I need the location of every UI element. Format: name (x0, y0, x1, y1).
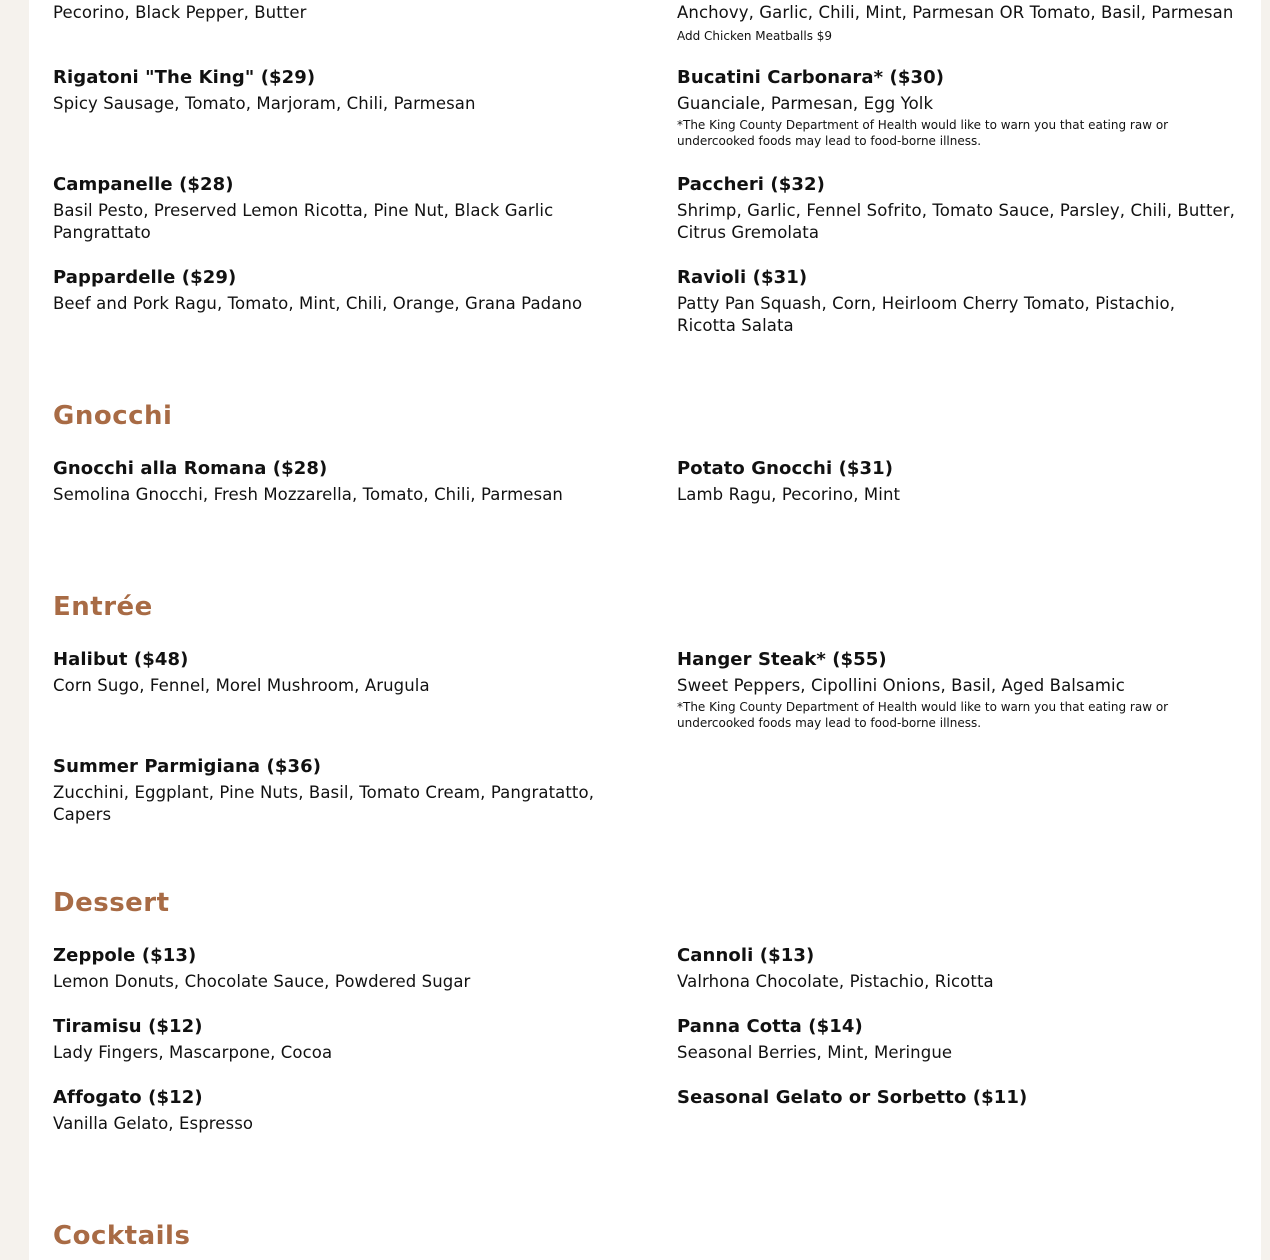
menu-item-title: Cannoli ($13) (677, 945, 815, 966)
menu-item-title: Campanelle ($28) (53, 174, 234, 195)
pasta-top-right-desc: Anchovy, Garlic, Chili, Mint, Parmesan OR Tomato, Basil, Parmesan (677, 3, 1234, 22)
menu-item-desc: Beef and Pork Ragu, Tomato, Mint, Chili, Orange, Grana Padano (53, 294, 583, 313)
menu-item-paccheri (677, 174, 1237, 244)
menu-item-desc: Lamb Ragu, Pecorino, Mint (677, 485, 901, 504)
menu-item-campanelle (53, 174, 613, 244)
menu-item-title: Hanger Steak* ($55) (677, 649, 887, 670)
health-warning-note: *The King County Department of Health would like to warn you that eating raw or undercooked foods may lead to food-borne illness. (677, 700, 1169, 730)
menu-item-affogato (53, 1087, 613, 1135)
menu-item-tiramisu (53, 1016, 613, 1064)
menu-item-gnocchi-romana (53, 458, 613, 506)
menu-item-desc: Lady Fingers, Mascarpone, Cocoa (53, 1043, 333, 1062)
section-heading-gnocchi: Gnocchi (53, 401, 173, 431)
menu-item-title: Bucatini Carbonara* ($30) (677, 67, 945, 88)
menu-item-title: Panna Cotta ($14) (677, 1016, 863, 1037)
menu-item-title: Rigatoni "The King" ($29) (53, 67, 316, 88)
menu-item-desc: Basil Pesto, Preserved Lemon Ricotta, Pine Nut, Black Garlic Pangrattato (53, 201, 554, 242)
menu-item-desc: Vanilla Gelato, Espresso (53, 1114, 254, 1133)
menu-item-desc: Zucchini, Eggplant, Pine Nuts, Basil, Tomato Cream, Pangratatto, Capers (53, 783, 595, 824)
menu-page (29, 0, 1261, 1260)
menu-item-title: Seasonal Gelato or Sorbetto ($11) (677, 1087, 1028, 1108)
menu-item-summer-parmigiana (53, 756, 613, 826)
menu-item-desc: Shrimp, Garlic, Fennel Sofrito, Tomato Sauce, Parsley, Chili, Butter, Citrus Gremolata (677, 201, 1236, 242)
menu-item-panna-cotta (677, 1016, 1237, 1064)
menu-item-desc: Patty Pan Squash, Corn, Heirloom Cherry Tomato, Pistachio, Ricotta Salata (677, 294, 1176, 335)
menu-item-hanger-steak (677, 649, 1237, 731)
pasta-top-right-note: Add Chicken Meatballs $9 (677, 29, 833, 43)
pasta-top-left-desc: Pecorino, Black Pepper, Butter (53, 3, 307, 22)
menu-item-desc: Valrhona Chocolate, Pistachio, Ricotta (677, 972, 994, 991)
menu-item-title: Paccheri ($32) (677, 174, 825, 195)
menu-item-desc: Spicy Sausage, Tomato, Marjoram, Chili, Parmesan (53, 94, 476, 113)
menu-item-title: Affogato ($12) (53, 1087, 203, 1108)
menu-item-title: Gnocchi alla Romana ($28) (53, 458, 328, 479)
menu-item-halibut (53, 649, 613, 697)
menu-item-desc: Sweet Peppers, Cipollini Onions, Basil, Aged Balsamic (677, 676, 1125, 695)
menu-item-desc: Seasonal Berries, Mint, Meringue (677, 1043, 953, 1062)
menu-item-bucatini (677, 67, 1237, 149)
section-heading-entree: Entrée (53, 592, 153, 622)
menu-item-desc: Corn Sugo, Fennel, Morel Mushroom, Arugula (53, 676, 430, 695)
menu-item-desc: Lemon Donuts, Chocolate Sauce, Powdered Sugar (53, 972, 471, 991)
menu-item-title: Zeppole ($13) (53, 945, 197, 966)
menu-item-ravioli (677, 267, 1237, 337)
menu-item-desc: Semolina Gnocchi, Fresh Mozzarella, Tomato, Chili, Parmesan (53, 485, 563, 504)
menu-item-zeppole (53, 945, 613, 993)
menu-item-rigatoni (53, 67, 613, 115)
menu-item-title: Potato Gnocchi ($31) (677, 458, 894, 479)
menu-item-title: Summer Parmigiana ($36) (53, 756, 322, 777)
menu-item-potato-gnocchi (677, 458, 1237, 506)
section-heading-cocktails: Cocktails (53, 1221, 191, 1251)
menu-item-desc: Guanciale, Parmesan, Egg Yolk (677, 94, 934, 113)
menu-item-title: Halibut ($48) (53, 649, 189, 670)
menu-item-pappardelle (53, 267, 613, 315)
health-warning-note: *The King County Department of Health would like to warn you that eating raw or undercooked foods may lead to food-borne illness. (677, 118, 1169, 148)
menu-item-title: Pappardelle ($29) (53, 267, 237, 288)
menu-item-title: Ravioli ($31) (677, 267, 808, 288)
menu-item-cannoli (677, 945, 1237, 993)
menu-item-title: Tiramisu ($12) (53, 1016, 203, 1037)
section-heading-dessert: Dessert (53, 888, 170, 918)
menu-item-gelato-sorbetto (677, 1087, 1237, 1109)
